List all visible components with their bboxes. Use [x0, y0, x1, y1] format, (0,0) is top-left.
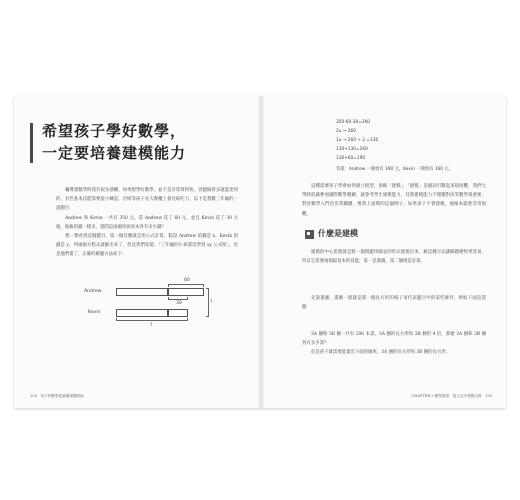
diagram-label-30: 30 [176, 301, 182, 306]
title-accent-bar [30, 123, 33, 163]
right-page [262, 96, 506, 408]
calc-line-1: 350-60-30=260 [336, 120, 371, 125]
left-paragraph-3: 想一想看到這個題目，第一個反應就是用公式計算，假設 Andrew 的錢是 x，Kevin 的錢是 y，列兩個方程式就解出來了，但是我們知道，「三年級的小孩還沒學到 xy 公式呢」，於是他們畫了，正確的解題方法如下： [56, 234, 238, 258]
section-square-icon [305, 230, 314, 239]
diagram-label-60: 60 [184, 278, 190, 283]
right-paragraph-3: 先說畫圖，畫圖一般就是畫一個長方形的格子來代表題目中的某些條件，例如下面這道題： [302, 296, 486, 311]
left-paragraph-2: Andrew 和 Kevin 一共有 350 元，當 Andrew 花了 60 元，並且 Kevin 花了 30 元後，他倆的錢一樣多，請問這兩個男孩原本各有多少錢？ [56, 216, 238, 231]
calc-line-5: 130+60=190 [336, 156, 366, 161]
book-spread [14, 96, 506, 408]
bracket-60 [168, 284, 204, 287]
right-footer: CHAPTER 3 數學啟蒙：從生活中建模出發 139 [411, 394, 492, 398]
kevin-bar-unit [116, 309, 168, 317]
bottom-bracket [116, 318, 188, 321]
total-question-mark: ? [210, 300, 213, 305]
left-page [14, 96, 260, 408]
calc-line-4: 130+130=260 [336, 147, 368, 152]
right-paragraph-1: 這種需要孩子學會如何建立模型，俗稱「建模」，「建模」是個詞引數起來很困難，我們大學時前藉參加國際數學競賽，就會考學生建模能力，其實建模能力不僅應對高等數學很重要，對於數學入門也非常關鍵，像我上面舉的這個例子，如果孩子不會建模，他根本就會非常困難。 [302, 184, 486, 217]
left-paragraph-1: 輔導想數學時我有很多感觸，如果想學好數學，並不是計算算得快，習題做得多就能達到的，有些基本技能需要從小練起，否則等孩子長大教權上會比較吃力，以下是想數三年級的一道題目： [56, 188, 238, 212]
andrew-bar-unit [116, 288, 168, 296]
bracket-30 [168, 297, 188, 300]
andrew-bar-extra [168, 288, 204, 296]
right-paragraph-5: 於是孩子就需要能畫出下面的圖來，3A 捆的長方形和 3B 捆的長方形， [311, 350, 451, 355]
bar-model-diagram [84, 278, 214, 336]
left-footer: 138 孩子的數學從讀懂建模開始 [30, 394, 84, 398]
bottom-question-mark: ? [150, 323, 153, 328]
calc-line-3: 1u → 260 ÷ 2 =130 [336, 138, 379, 143]
total-bracket [206, 288, 209, 317]
calc-answer: 答案：Andrew 一開始有 190 元，Kevin 一開始有 160 元。 [336, 167, 453, 172]
calc-line-2: 2u → 260 [336, 129, 356, 134]
right-paragraph-4: 3A 捆和 3B 捆一共有 206 本書，3A 捆的長方形和 3B 捆的 4 倍，那麼 3A 捆和 3B 捆各有多少書？ [302, 332, 486, 347]
chapter-title-line1: 希望孩子學好數學， [42, 122, 187, 140]
chapter-title-line2: 一定要培養建模能力 [42, 144, 187, 162]
section-title: 什麼是建模 [318, 228, 358, 238]
kevin-bar-extra [168, 309, 188, 317]
kevin-label: Kevin [88, 310, 101, 315]
right-paragraph-2: 建模的中心思想就是將一個問題用圖表的形式展現出來，藉這種方法讓解題變得更容易，所以它需要兩個最基本的技能，第一是畫圖，第二個則是計算。 [302, 250, 486, 265]
andrew-label: Andrew [84, 289, 102, 294]
